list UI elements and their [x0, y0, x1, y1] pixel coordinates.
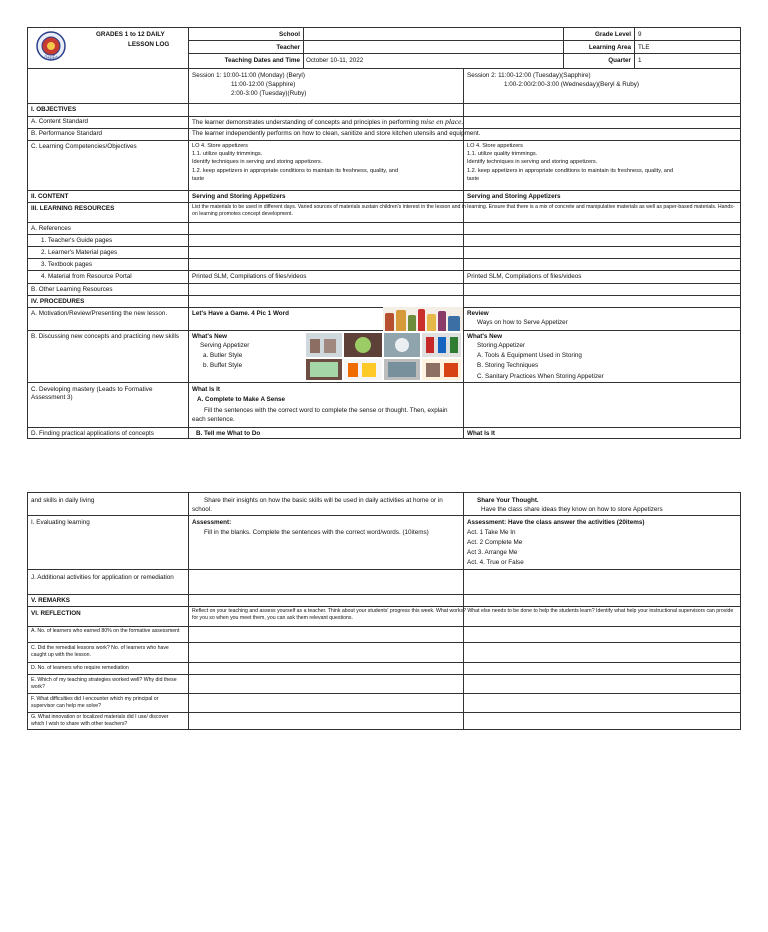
lo-s1-5: taste [192, 176, 205, 182]
session2-line2: 1:00-2:00/2:00-3:00 (Wednesday)(Beryl & Ruby) [504, 81, 639, 88]
resource-portal-label: 4. Material from Resource Portal [41, 273, 132, 280]
whats-new-s1-sub: Serving Appetizer [200, 342, 250, 349]
lo-s2-4: 1.2. keep appetizers in appropriate conditions to maintain its freshness, quality, and [467, 168, 674, 174]
motivation-s1: Let's Have a Game. 4 Pic 1 Word [192, 310, 289, 317]
question-c: C. Did the remedial lessons work? No. of learners who have caught up with the lesson. [31, 645, 169, 658]
whats-new-s2-sub: Storing Appetizer [477, 342, 525, 349]
practical-s1: B. Tell me What to Do [196, 430, 261, 437]
portal-s1: Printed SLM, Compilations of files/videos [192, 273, 307, 280]
session1-line2: 11:00-12:00 (Sapphire) [231, 81, 296, 88]
lo-s1-2: 1.1. utilize quality trimmings. [192, 151, 263, 157]
lo-s2-5: taste [467, 176, 480, 182]
session1-line1: Session 1: 10:00-11:00 (Monday) (Beryl) [192, 72, 305, 79]
motivation-label: A. Motivation/Review/Presenting the new lesson. [31, 310, 168, 317]
portal-s2: Printed SLM, Compilations of files/videos [467, 273, 582, 280]
whats-new-s2-c: C. Sanitary Practices When Storing Appetizer [477, 373, 604, 380]
eval-s2-title: Assessment: Have the class answer the activities (20items) [467, 519, 645, 526]
svg-text:DepEd: DepEd [44, 55, 58, 60]
whats-new-s2-a: A. Tools & Equipment Used in Storing [477, 352, 582, 359]
performance-standard-label: B. Performance Standard [31, 130, 103, 137]
question-f: F. What difficulties did I encounter which my principal or supervisor can help me solve? [31, 696, 159, 709]
mastery-label: C. Developing mastery (Leads to Formative Assessment 3) [31, 386, 153, 401]
area-label: Learning Area [588, 44, 631, 51]
motivation-s2-title: Review [467, 310, 489, 317]
quarter-label: Quarter [608, 57, 631, 64]
session2-line1: Session 2: 11:00-12:00 (Tuesday)(Sapphire) [467, 72, 591, 79]
act-2: Act. 2 Complete Me [467, 539, 523, 546]
motivation-s2-text: Ways on how to Serve Appetizer [477, 319, 568, 326]
textbook-label: 3. Textbook pages [41, 261, 92, 268]
resources-heading: III. LEARNING RESOURCES [31, 205, 115, 212]
eval-s1-title: Assessment: [192, 519, 232, 526]
lo-s1-3: Identify techniques in serving and storing appetizers. [192, 159, 323, 165]
competencies-label: C. Learning Competencies/Objectives [31, 143, 137, 150]
grade-label: Grade Level [594, 31, 631, 38]
lo-s2-1: LO 4. Store appetizers [467, 143, 523, 149]
area-value: TLE [638, 44, 650, 51]
performance-standard-text: The learner independently performs on how to clean, sanitize and store kitchen utensils and equipment. [192, 130, 481, 137]
content-standard-text: The learner demonstrates understanding of concepts and principles in performing mise en place. [192, 117, 464, 126]
discussing-label: B. Discussing new concepts and practicing new skills [31, 333, 180, 340]
form-title-line1: GRADES 1 to 12 DAILY [96, 31, 165, 38]
reflection-heading: VI. REFLECTION [31, 610, 81, 617]
whats-new-s2-b: B. Storing Techniques [477, 362, 539, 369]
teacher-label: Teacher [276, 44, 300, 51]
quarter-value: 1 [638, 57, 642, 64]
dates-label: Teaching Dates and Time [224, 57, 300, 64]
act-1: Act. 1 Take Me In [467, 529, 516, 536]
skills-s1: Share their insights on how the basic skills will be used in daily activities at home or in school. [192, 497, 443, 513]
appetizer-storage-image [304, 331, 463, 382]
content-s1: Serving and Storing Appetizers [192, 193, 286, 200]
mastery-a: A. Complete to Make A Sense [197, 396, 286, 403]
grade-value: 9 [638, 31, 642, 38]
practical-label: D. Finding practical applications of concepts [31, 430, 154, 437]
lo-s2-3: Identify techniques in serving and storing appetizers. [467, 159, 598, 165]
whats-new-s1-b: b. Buffet Style [203, 362, 243, 369]
act-4: Act. 4. True or False [467, 559, 524, 566]
objectives-heading: I. OBJECTIVES [31, 106, 77, 113]
skills-label: and skills in daily living [31, 497, 95, 504]
content-heading: II. CONTENT [31, 193, 69, 200]
skills-s2-title: Share Your Thought. [477, 497, 539, 504]
content-s2: Serving and Storing Appetizers [467, 193, 561, 200]
question-g: G. What innovation or localized materials did I use/ discover which I wish to share with other teachers? [31, 714, 169, 727]
additional-label: J. Additional activities for application or remediation [31, 574, 174, 581]
question-e: E. Which of my teaching strategies worked well? Why did these work? [31, 677, 177, 690]
learners-material-label: 2. Learner's Material pages [41, 249, 118, 256]
session1-line3: 2:00-3:00 (Tuesday)(Ruby) [231, 90, 307, 97]
lo-s1-1: LO 4. Store appetizers [192, 143, 248, 149]
dates-value: October 10-11, 2022 [306, 57, 364, 64]
mastery-title: What Is It [192, 386, 220, 393]
evaluating-label: I. Evaluating learning [31, 519, 90, 526]
teachers-guide-label: 1. Teacher's Guide pages [41, 237, 113, 244]
reflection-text: Reflect on your teaching and assess yourself as a teacher. Think about your students' progress this week. What works? What else needs to be done to help the students learn? Identify what help your instructional supervisors can provide for you so when you meet them, you can ask them relevant questions. [192, 608, 734, 621]
whats-new-s1-title: What's New [192, 333, 228, 340]
content-standard-label: A. Content Standard [31, 118, 89, 125]
resources-text: List the materials to be used in different days. Varied sources of materials sustain children's interest in the lesson and in learning. Ensure that there is a mix of concrete and manipulative materials as well as paper-based materials. Hands-on learning promotes concept development. [192, 204, 735, 217]
lo-s2-2: 1.1. utilize quality trimmings. [467, 151, 538, 157]
procedures-heading: IV. PROCEDURES [31, 298, 85, 305]
act-3: Act 3. Arrange Me [467, 549, 518, 556]
deped-seal [36, 31, 66, 61]
school-label: School [279, 31, 300, 38]
whats-new-s1-a: a. Butler Style [203, 352, 243, 359]
question-a: A. No. of learners who earned 80% on the formative assessment [31, 628, 180, 634]
other-resources-label: B. Other Learning Resources [31, 286, 113, 293]
form-title-line2: LESSON LOG [128, 41, 170, 48]
remarks-heading: V. REMARKS [31, 597, 70, 604]
practical-s2: What Is It [467, 430, 495, 437]
references-label: A. References [31, 225, 71, 232]
whats-new-s2-title: What's New [467, 333, 503, 340]
question-d: D. No. of learners who require remediation [31, 665, 129, 671]
lo-s1-4: 1.2. keep appetizers in appropriate conditions to maintain its freshness, quality, and [192, 168, 399, 174]
skills-s2-text: Have the class share ideas they know on how to store Appetizers [481, 506, 663, 513]
eval-s1-text: Fill in the blanks. Complete the sentences with the correct word/words. (10items) [204, 529, 429, 536]
mastery-text: Fill the sentences with the correct word to complete the sense or thought. Then, explain each sentence. [192, 407, 448, 423]
